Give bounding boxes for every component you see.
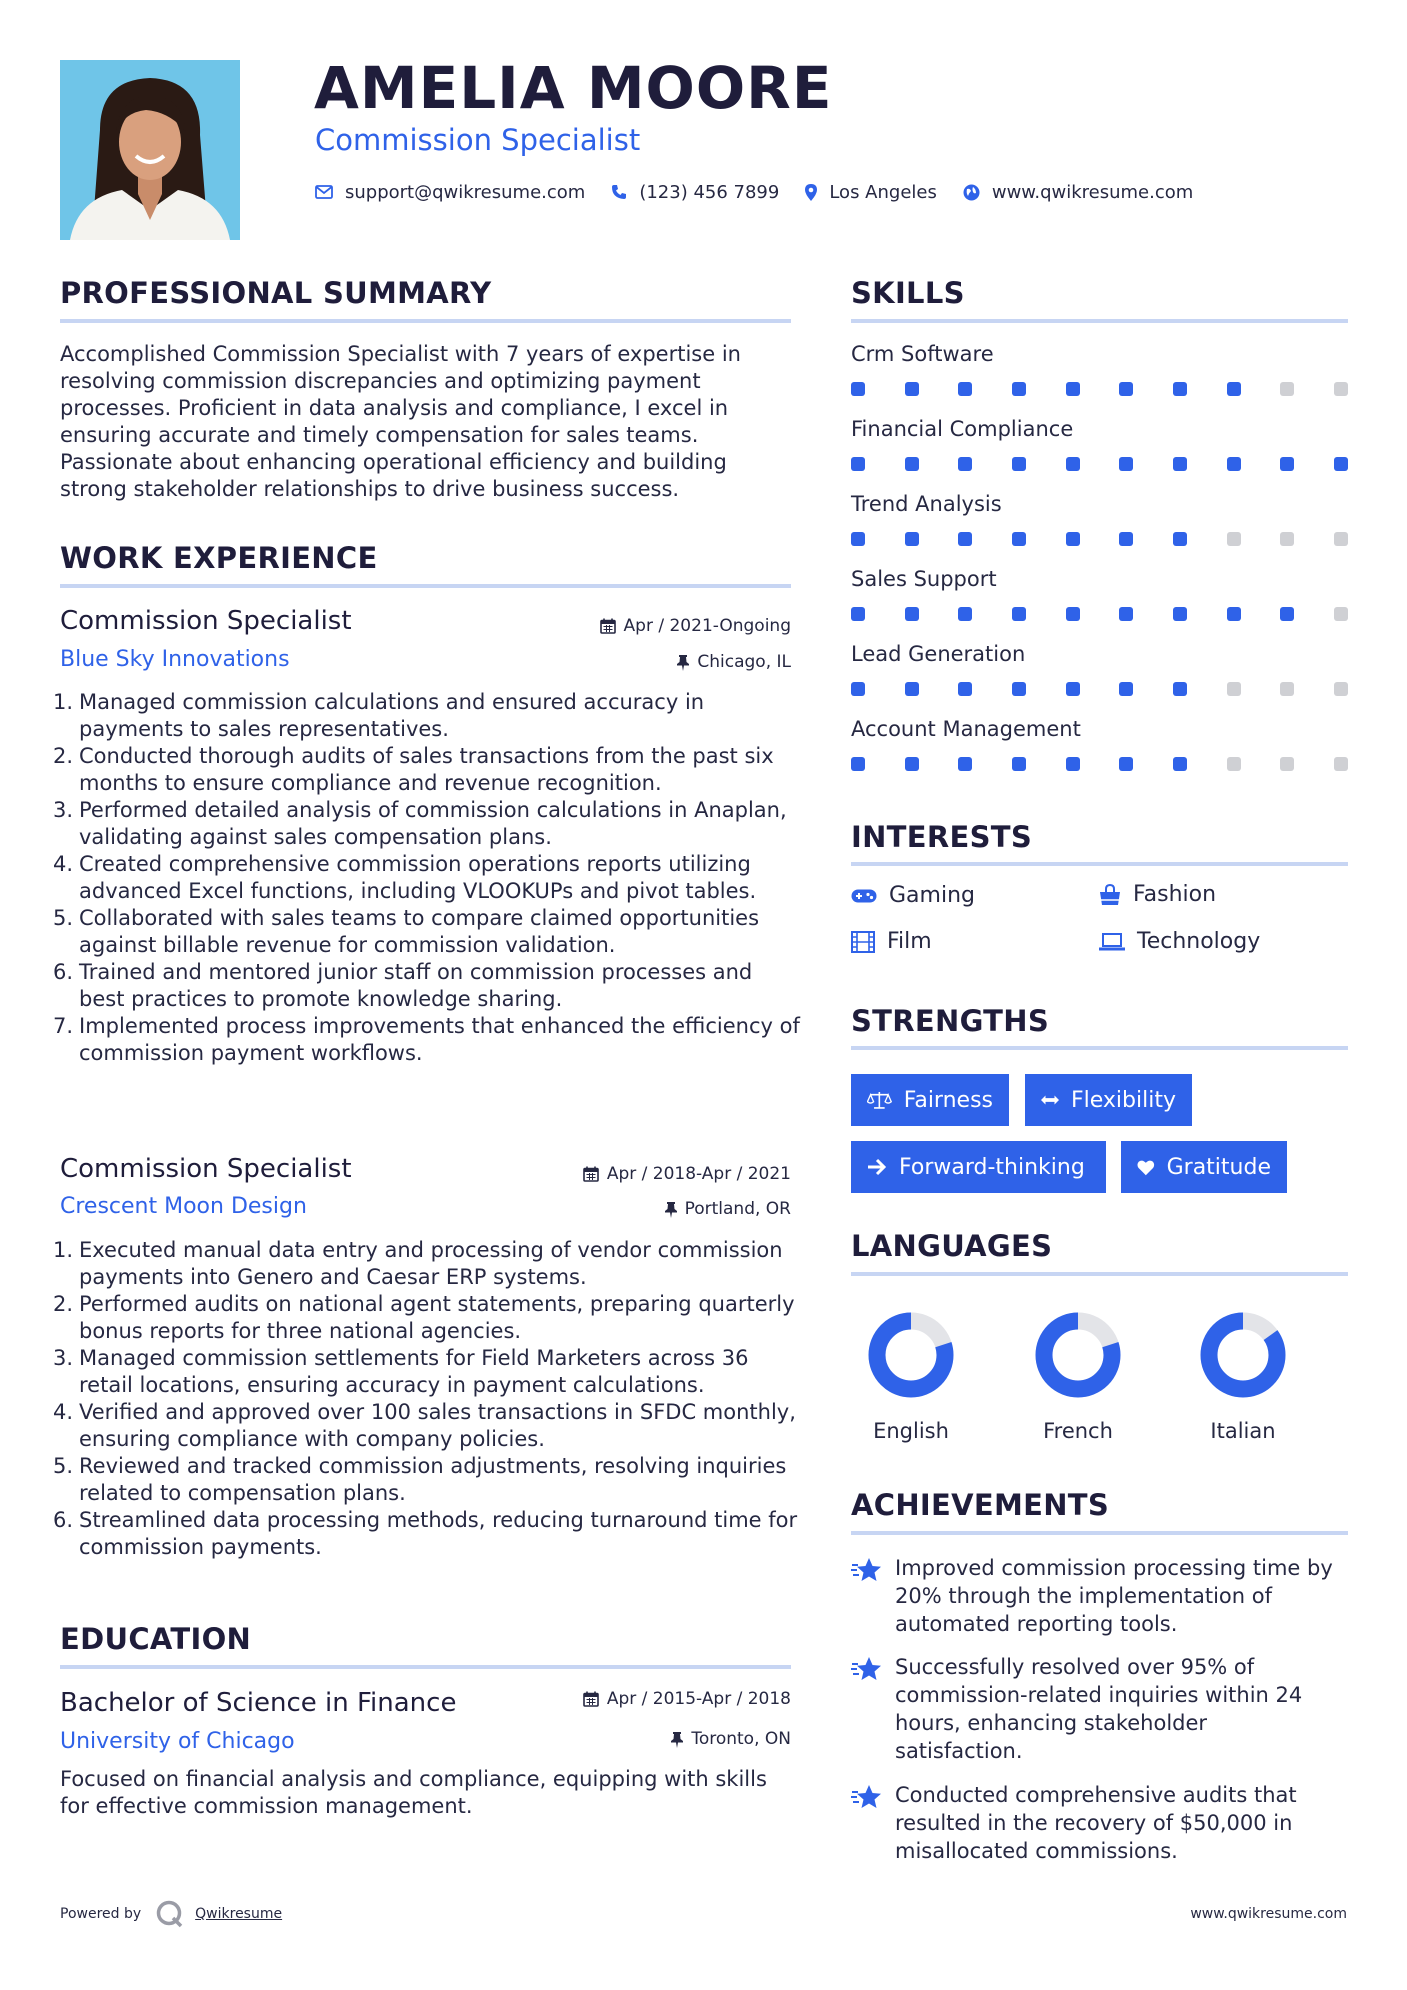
skill-rating-dot bbox=[1012, 532, 1026, 546]
skill-item bbox=[851, 342, 1348, 417]
skill-rating-dot bbox=[1012, 457, 1026, 471]
skill-rating-dot bbox=[851, 382, 865, 396]
skill-rating-dot bbox=[1119, 682, 1133, 696]
skill-rating-dot bbox=[1334, 532, 1348, 546]
skill-rating-dot bbox=[1012, 682, 1026, 696]
skill-rating-dot bbox=[905, 682, 919, 696]
skill-rating-dot bbox=[905, 607, 919, 621]
map-marker-icon bbox=[805, 184, 817, 201]
job-2-bullet: 4. Verified and approved over 100 sales transactions in SFDC monthly, ensuring compliance with company policies. bbox=[53, 1400, 796, 1451]
skill-rating-dot bbox=[1280, 532, 1294, 546]
film-icon bbox=[851, 931, 875, 953]
degree-title: Bachelor of Science in Finance bbox=[60, 1688, 457, 1718]
skills-rule bbox=[851, 319, 1348, 323]
job-1-bullet: 1. Managed commission calculations and ensured accuracy in payments to sales representatives. bbox=[53, 690, 705, 741]
skill-rating-dot bbox=[1280, 382, 1294, 396]
phone-icon bbox=[611, 184, 627, 200]
strength-fairness: Fairness bbox=[851, 1074, 1009, 1126]
interest-gaming: Gaming bbox=[851, 883, 975, 908]
achievement-item: Successfully resolved over 95% of commission-related inquiries within 24 hours, enhancing stakeholder satisfaction. bbox=[851, 1653, 1351, 1765]
calendar-icon bbox=[583, 1691, 599, 1707]
skill-rating-dot bbox=[1334, 457, 1348, 471]
achievement-item: Improved commission processing time by 20% through the implementation of automated reporting tools. bbox=[851, 1554, 1351, 1638]
school-name: University of Chicago bbox=[60, 1729, 295, 1754]
interests-heading: INTERESTS bbox=[851, 820, 1033, 854]
location-text: Los Angeles bbox=[829, 181, 937, 203]
skill-rating-dot bbox=[851, 682, 865, 696]
skill-rating bbox=[851, 532, 1348, 546]
arrow-right-icon bbox=[867, 1158, 887, 1176]
skill-rating-dot bbox=[1012, 757, 1026, 771]
star-icon bbox=[851, 1783, 883, 1811]
skill-name: Account Management bbox=[851, 717, 1081, 741]
strengths-rule bbox=[851, 1046, 1348, 1050]
skill-rating-dot bbox=[1280, 607, 1294, 621]
skills-list bbox=[851, 342, 1348, 792]
skill-rating-dot bbox=[1119, 757, 1133, 771]
job-1-bullets bbox=[53, 689, 800, 1067]
skill-rating-dot bbox=[851, 532, 865, 546]
experience-rule bbox=[60, 584, 791, 588]
job-1-date: Apr / 2021-Ongoing bbox=[531, 616, 791, 636]
languages-rule bbox=[851, 1272, 1348, 1276]
achievements-heading: ACHIEVEMENTS bbox=[851, 1488, 1110, 1522]
skill-name: Lead Generation bbox=[851, 642, 1026, 666]
contact-email[interactable] bbox=[315, 182, 585, 203]
skill-name: Trend Analysis bbox=[851, 492, 1002, 516]
pushpin-icon bbox=[677, 654, 689, 671]
arrows-h-icon bbox=[1041, 1093, 1059, 1107]
skill-item bbox=[851, 642, 1348, 717]
skill-rating-dot bbox=[1173, 532, 1187, 546]
skill-item bbox=[851, 492, 1348, 567]
job-1-company: Blue Sky Innovations bbox=[60, 647, 290, 672]
skill-rating-dot bbox=[1066, 757, 1080, 771]
skill-rating-dot bbox=[1119, 532, 1133, 546]
skill-rating-dot bbox=[905, 382, 919, 396]
skill-name: Sales Support bbox=[851, 567, 997, 591]
star-icon bbox=[851, 1655, 883, 1683]
calendar-icon bbox=[600, 618, 616, 634]
skill-rating bbox=[851, 457, 1348, 471]
skill-item bbox=[851, 567, 1348, 642]
language-english-ring bbox=[861, 1305, 961, 1405]
summary-heading: PROFESSIONAL SUMMARY bbox=[60, 276, 492, 310]
skill-rating-dot bbox=[1227, 682, 1241, 696]
laptop-icon bbox=[1099, 932, 1125, 952]
summary-rule bbox=[60, 319, 791, 323]
education-date: Apr / 2015-Apr / 2018 bbox=[531, 1689, 791, 1709]
interest-film: Film bbox=[851, 929, 932, 954]
skill-rating-dot bbox=[1280, 457, 1294, 471]
skill-name: Crm Software bbox=[851, 342, 994, 366]
education-location: Toronto, ON bbox=[531, 1729, 791, 1749]
skill-rating-dot bbox=[905, 757, 919, 771]
skill-rating-dot bbox=[1066, 607, 1080, 621]
skill-item bbox=[851, 417, 1348, 492]
job-2-bullet: 6. Streamlined data processing methods, reducing turnaround time for commission payments. bbox=[53, 1508, 798, 1559]
skill-rating-dot bbox=[1012, 382, 1026, 396]
star-icon bbox=[851, 1556, 883, 1584]
skill-rating-dot bbox=[1227, 757, 1241, 771]
education-text: Focused on financial analysis and compliance, equipping with skills for effective commission management. bbox=[60, 1767, 767, 1818]
achievement-item: Conducted comprehensive audits that resulted in the recovery of $50,000 in misallocated commissions. bbox=[851, 1781, 1351, 1865]
skill-item bbox=[851, 717, 1348, 792]
skill-rating-dot bbox=[1334, 607, 1348, 621]
job-1-bullet: 6. Trained and mentored junior staff on commission processes and best practices to promote knowledge sharing. bbox=[53, 960, 753, 1011]
skill-rating-dot bbox=[958, 532, 972, 546]
skill-rating-dot bbox=[1334, 757, 1348, 771]
skill-rating-dot bbox=[851, 757, 865, 771]
skill-rating-dot bbox=[1173, 457, 1187, 471]
strength-gratitude: Gratitude bbox=[1121, 1141, 1287, 1193]
job-2-location: Portland, OR bbox=[531, 1199, 791, 1219]
profile-photo bbox=[60, 60, 240, 240]
skill-rating-dot bbox=[1012, 607, 1026, 621]
job-2-bullet: 3. Managed commission settlements for Field Marketers across 36 retail locations, ensuring accuracy in payment calculations. bbox=[53, 1346, 749, 1397]
footer-brand-link[interactable]: Qwikresume bbox=[195, 1906, 283, 1922]
skill-rating-dot bbox=[1066, 382, 1080, 396]
contact-phone[interactable] bbox=[611, 182, 779, 203]
contact-location bbox=[805, 182, 937, 203]
skill-rating-dot bbox=[1173, 382, 1187, 396]
skill-rating-dot bbox=[851, 607, 865, 621]
skills-heading: SKILLS bbox=[851, 276, 965, 310]
phone-text: (123) 456 7899 bbox=[639, 181, 780, 203]
calendar-icon bbox=[583, 1166, 599, 1182]
strength-flexibility: Flexibility bbox=[1025, 1074, 1192, 1126]
experience-heading: WORK EXPERIENCE bbox=[60, 541, 378, 575]
email-text: support@qwikresume.com bbox=[345, 181, 586, 203]
skill-rating-dot bbox=[958, 457, 972, 471]
heart-icon bbox=[1137, 1157, 1155, 1178]
skill-rating-dot bbox=[905, 532, 919, 546]
envelope-icon bbox=[315, 185, 333, 199]
job-1-bullet: 5. Collaborated with sales teams to compare claimed opportunities against billable revenue for commission validation. bbox=[53, 906, 760, 957]
skill-name: Financial Compliance bbox=[851, 417, 1074, 441]
job-1-bullet: 2. Conducted thorough audits of sales transactions from the past six months to ensure compliance and revenue recognition. bbox=[53, 744, 774, 795]
skill-rating-dot bbox=[1227, 532, 1241, 546]
candidate-title: Commission Specialist bbox=[315, 123, 641, 157]
education-heading: EDUCATION bbox=[60, 1622, 252, 1656]
skill-rating-dot bbox=[905, 457, 919, 471]
skill-rating-dot bbox=[1334, 682, 1348, 696]
contact-bar bbox=[315, 180, 1219, 204]
strength-forward-thinking: Forward-thinking bbox=[851, 1141, 1106, 1193]
skill-rating bbox=[851, 382, 1348, 396]
skill-rating-dot bbox=[1334, 382, 1348, 396]
skill-rating-dot bbox=[958, 757, 972, 771]
language-italian-ring bbox=[1193, 1305, 1293, 1405]
job-2-company: Crescent Moon Design bbox=[60, 1194, 307, 1219]
language-french: French bbox=[1008, 1305, 1148, 1443]
pushpin-icon bbox=[671, 1731, 683, 1748]
skill-rating-dot bbox=[1173, 682, 1187, 696]
job-1-bullet: 4. Created comprehensive commission operations reports utilizing advanced Excel functions, including VLOOKUPs and pivot tables. bbox=[53, 852, 757, 903]
skill-rating bbox=[851, 757, 1348, 771]
skill-rating-dot bbox=[958, 607, 972, 621]
skill-rating-dot bbox=[1066, 457, 1080, 471]
skill-rating-dot bbox=[1227, 382, 1241, 396]
language-french-ring bbox=[1028, 1305, 1128, 1405]
skill-rating-dot bbox=[1066, 682, 1080, 696]
globe-icon bbox=[963, 184, 980, 201]
interest-technology: Technology bbox=[1099, 929, 1260, 954]
skill-rating bbox=[851, 682, 1348, 696]
skill-rating-dot bbox=[1119, 382, 1133, 396]
footer-site[interactable]: www.qwikresume.com bbox=[1190, 1906, 1347, 1922]
skill-rating-dot bbox=[958, 382, 972, 396]
job-2-bullet: 1. Executed manual data entry and processing of vendor commission payments into Genero and Caesar ERP systems. bbox=[53, 1238, 783, 1289]
qwikresume-logo-icon bbox=[155, 1899, 185, 1929]
languages-heading: LANGUAGES bbox=[851, 1229, 1053, 1263]
job-1-bullet: 7. Implemented process improvements that enhanced the efficiency of commission payment workflows. bbox=[53, 1014, 800, 1065]
skill-rating-dot bbox=[851, 457, 865, 471]
skill-rating bbox=[851, 607, 1348, 621]
summary-text: Accomplished Commission Specialist with 7 years of expertise in resolving commission discrepancies and optimizing payment processes. Proficient in data analysis and compliance, I excel in ensuring accurate and timely compensation for sales teams. Passionate about enhancing operational efficiency and building strong stakeholder relationships to drive business success. bbox=[60, 342, 741, 501]
website-text: www.qwikresume.com bbox=[991, 181, 1194, 203]
interest-fashion: Fashion bbox=[1099, 882, 1216, 907]
job-2-title: Commission Specialist bbox=[60, 1154, 352, 1184]
job-2-bullet: 5. Reviewed and tracked commission adjustments, resolving inquiries related to compensation plans. bbox=[53, 1454, 787, 1505]
pushpin-icon bbox=[665, 1201, 677, 1218]
job-1-location: Chicago, IL bbox=[531, 652, 791, 672]
education-rule bbox=[60, 1665, 791, 1669]
skill-rating-dot bbox=[1227, 607, 1241, 621]
skill-rating-dot bbox=[1119, 607, 1133, 621]
job-1-title: Commission Specialist bbox=[60, 606, 352, 636]
gamepad-icon bbox=[851, 888, 877, 904]
skill-rating-dot bbox=[1173, 757, 1187, 771]
language-english: English bbox=[841, 1305, 981, 1443]
shopping-bag-icon bbox=[1099, 884, 1121, 906]
skill-rating-dot bbox=[1173, 607, 1187, 621]
skill-rating-dot bbox=[1280, 682, 1294, 696]
skill-rating-dot bbox=[1119, 457, 1133, 471]
language-italian: Italian bbox=[1173, 1305, 1313, 1443]
balance-scale-icon bbox=[867, 1089, 892, 1111]
job-2-bullets bbox=[53, 1237, 800, 1561]
job-2-bullet: 2. Performed audits on national agent statements, preparing quarterly bonus reports for three national agencies. bbox=[53, 1292, 795, 1343]
candidate-name: AMELIA MOORE bbox=[314, 54, 833, 122]
interests-rule bbox=[851, 862, 1348, 866]
skill-rating-dot bbox=[1280, 757, 1294, 771]
achievements-rule bbox=[851, 1531, 1348, 1535]
job-2-date: Apr / 2018-Apr / 2021 bbox=[531, 1164, 791, 1184]
contact-website[interactable] bbox=[963, 182, 1193, 203]
footer-powered-by: Powered by Qwikresume bbox=[60, 1899, 282, 1929]
skill-rating-dot bbox=[1227, 457, 1241, 471]
skill-rating-dot bbox=[958, 682, 972, 696]
job-1-bullet: 3. Performed detailed analysis of commission calculations in Anaplan, validating against sales compensation plans. bbox=[53, 798, 787, 849]
strengths-heading: STRENGTHS bbox=[851, 1004, 1050, 1038]
skill-rating-dot bbox=[1066, 532, 1080, 546]
